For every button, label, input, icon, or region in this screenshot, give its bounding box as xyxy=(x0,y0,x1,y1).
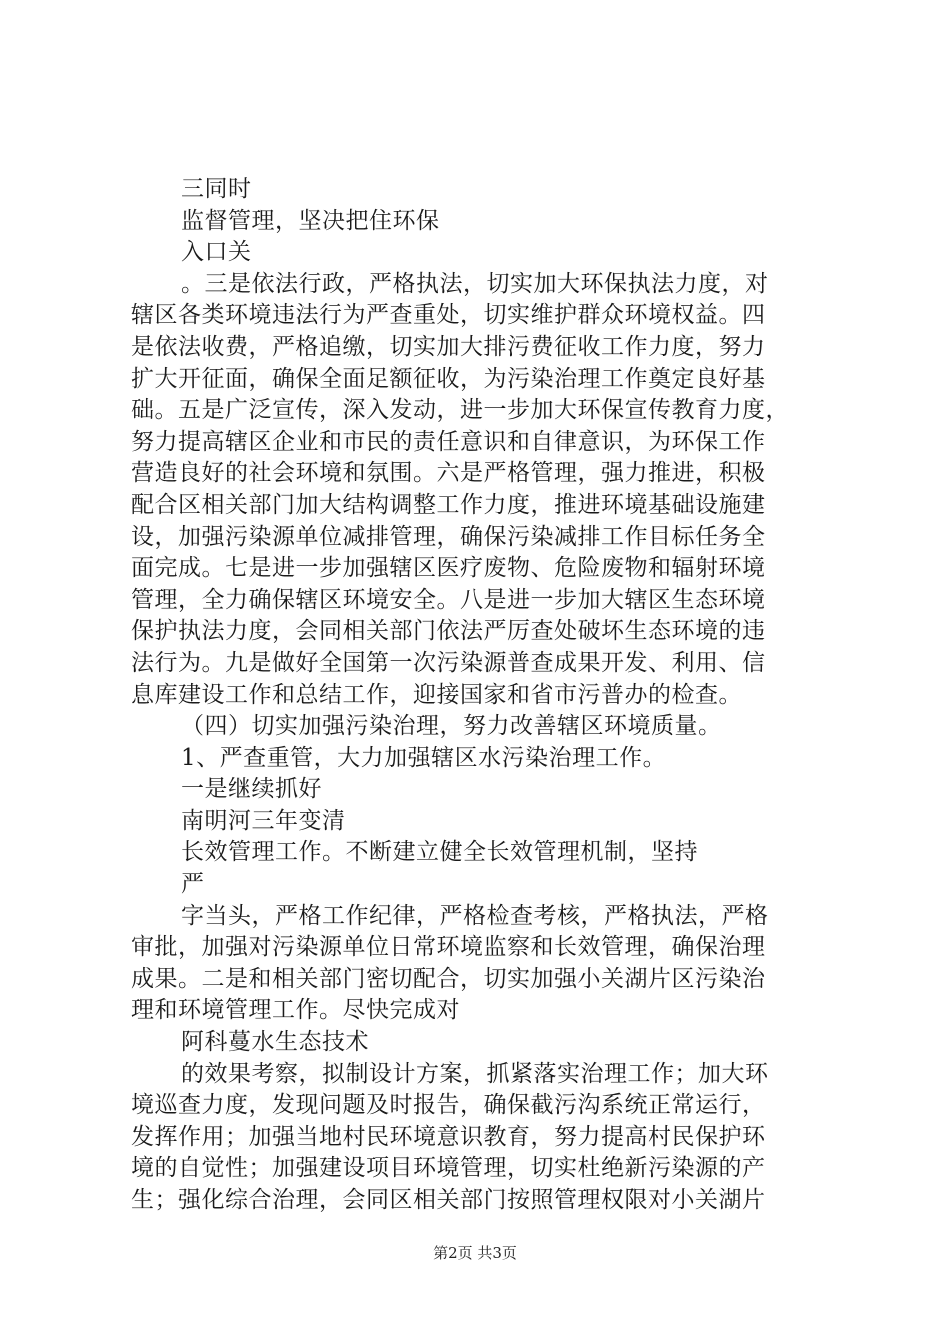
document-body xyxy=(131,174,831,1217)
text-line: 生；强化综合治理，会同区相关部门按照管理权限对小关湖片 xyxy=(131,1187,766,1213)
text-line: 的效果考察，拟制设计方案，抓紧落实治理工作；加大环 xyxy=(181,1060,769,1087)
text-line: 管理，全力确保辖区环境安全。八是进一步加大辖区生态环境 xyxy=(131,586,766,613)
text-line: 努力提高辖区企业和市民的责任意识和自律意识，为环保工作 xyxy=(131,428,766,455)
page-footer xyxy=(0,1242,950,1263)
text-line: 础。五是广泛宣传，深入发动，进一步加大环保宣传教育力度， xyxy=(131,397,789,424)
text-line: 字当头，严格工作纪律，严格检查考核，严格执法，严格 xyxy=(181,902,769,929)
text-line: 境巡查力度，发现问题及时报告，确保截污沟系统正常运行， xyxy=(131,1092,766,1119)
text-line: 成果。二是和相关部门密切配合，切实加强小关湖片区污染治 xyxy=(131,965,766,992)
text-line: （四）切实加强污染治理，努力改善辖区环境质量。 xyxy=(181,713,722,740)
text-line: 三同时 xyxy=(181,176,252,202)
text-line: 是依法收费，严格追缴，切实加大排污费征收工作力度，努力 xyxy=(131,333,766,360)
text-line: 扩大开征面，确保全面足额征收，为污染治理工作奠定良好基 xyxy=(131,365,766,392)
text-line: 发挥作用；加强当地村民环境意识教育，努力提高村民保护环 xyxy=(131,1123,766,1150)
text-line: 营造良好的社会环境和氛围。六是严格管理，强力推进，积极 xyxy=(131,460,766,487)
text-line: 监督管理，坚决把住环保 xyxy=(181,207,440,234)
text-line: 审批，加强对污染源单位日常环境监察和长效管理，确保治理 xyxy=(131,934,766,961)
text-line: 严 xyxy=(181,871,205,898)
text-line: 入口关 xyxy=(181,239,252,266)
text-line: 1、严查重管，大力加强辖区水污染治理工作。 xyxy=(181,744,667,771)
text-line: 辖区各类环境违法行为严查重处，切实维护群众环境权益。四 xyxy=(131,302,766,329)
text-line: 。三是依法行政，严格执法，切实加大环保执法力度，对 xyxy=(181,270,769,297)
text-line: 面完成。七是进一步加强辖区医疗废物、危险废物和辐射环境 xyxy=(131,555,766,582)
page-number: 第2页 共3页 xyxy=(433,1244,517,1262)
text-line: 理和环境管理工作。尽快完成对 xyxy=(131,997,460,1024)
text-line: 配合区相关部门加大结构调整工作力度，推进环境基础设施建 xyxy=(131,491,766,518)
text-line: 保护执法力度，会同相关部门依法严厉查处破坏生态环境的违 xyxy=(131,618,766,645)
text-line: 长效管理工作。不断建立健全长效管理机制，坚持 xyxy=(181,839,698,866)
text-line: 法行为。九是做好全国第一次污染源普查成果开发、利用、信 xyxy=(131,649,766,676)
text-line: 境的自觉性；加强建设项目环境管理，切实杜绝新污染源的产 xyxy=(131,1155,766,1182)
text-line: 设，加强污染源单位减排管理，确保污染减排工作目标任务全 xyxy=(131,523,766,550)
text-line: 一是继续抓好 xyxy=(181,776,322,803)
text-line: 阿科蔓水生态技术 xyxy=(181,1029,369,1056)
text-line: 南明河三年变清 xyxy=(181,807,346,834)
text-line: 息库建设工作和总结工作，迎接国家和省市污普办的检查。 xyxy=(131,681,742,708)
